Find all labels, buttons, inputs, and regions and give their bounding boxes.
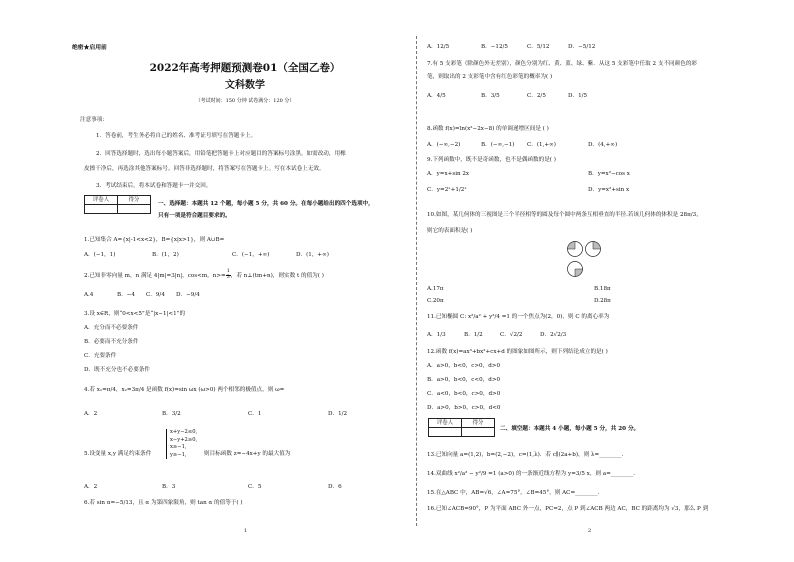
q3-stem: 3.设 x∈R，则“0<x<5”是“|x−1|<1”的 [84, 311, 186, 317]
score-table [84, 195, 151, 214]
q5-option-d: D．6 [328, 484, 342, 490]
q12-option-a: A．a>0，b<0，c>0，d>0 [427, 363, 501, 369]
q12-option-d: D．a>0，b>0，c>0，d<0 [427, 405, 501, 411]
q2-option-d: D．−9/4 [176, 292, 200, 298]
q4-stem: 4.若 x₁=π/4，x₂=3π/4 是函数 f(x)=sin ωx (ω>0) 两个相邻的极值点，则 ω= [84, 387, 285, 393]
q5-constraints [166, 429, 197, 459]
page-number-right: 2 [588, 528, 592, 534]
q7-line1: 7.有 5 支彩笔（除颜色外无差别），颜色分别为红、黄、蓝、绿、紫．从这 5 支彩笔中任取 2 支不同颜色的彩 [427, 61, 698, 67]
q9-option-b: B．y=x²−cos x [588, 171, 630, 177]
exam-title: 2022年高考押题预测卷01（全国乙卷） [149, 62, 341, 74]
section1-heading-cont: 只有一项是符合题目要求的。 [158, 213, 231, 219]
q6-option-d: D．−5/12 [568, 44, 596, 50]
q5-stem-a: 5.设变量 x,y 满足约束条件 [84, 451, 152, 457]
q4-option-d: D．1/2 [328, 411, 348, 417]
score-table-score: 得分 [118, 196, 151, 205]
q8-stem: 8.函数 f(x)=ln(x²−2x−8) 的单调递增区间是 ( ) [427, 126, 549, 132]
q5-option-c: C．5 [248, 484, 262, 490]
q7-option-c: C．2/5 [527, 93, 546, 99]
q15-stem: 15.在△ABC 中，AB=√6，∠A=75°，∠B=45°，则 AC=________． [427, 490, 604, 496]
confidential-mark: 绝密★启用前 [72, 45, 107, 51]
q6-option-b: B．−12/5 [481, 44, 508, 50]
q3-option-b: B．必要而不充分条件 [84, 339, 139, 345]
q3-option-d: D．既不充分也不必要条件 [84, 367, 151, 373]
q9-option-d: D．y=x²+sin x [588, 187, 630, 193]
q11-stem: 11.已知椭圆 C: x²/a² + y²/4 =1 的一个焦点为(2，0)，则 C 的离心率为 [427, 314, 610, 320]
q3-option-a: A．充分而不必要条件 [84, 325, 139, 331]
q9-option-c: C．y=2ˣ+1/2ˣ [427, 187, 467, 193]
q8-option-a: A．(−∞,−2) [427, 142, 461, 148]
q10-option-b: B.18π [594, 286, 611, 292]
q2-stem-a: 2.已知非零向量 m，n 满足 4|m|=3|n|，cos<m，n>= [84, 272, 226, 279]
q12-option-c: C．a<0，b<0，c>0，d>0 [427, 391, 501, 397]
three-view-figure [566, 240, 602, 280]
q5-option-b: B．3 [162, 484, 176, 490]
q5-constraint: x−y+2≥0, [170, 436, 198, 443]
q1-stem: 1.已知集合 A={x|-1<x<2}，B={x|x>1}，则 A∪B= [84, 237, 225, 243]
q11-option-d: D．2√2/3 [540, 332, 567, 338]
q3-option-c: C．充要条件 [84, 353, 117, 359]
q2-stem-b: ，若 n⊥(tm+n)，则实数 t 的值为( ) [230, 272, 324, 279]
q2-fraction: $\frac{1}{3}$ [226, 269, 230, 280]
note-item: 2．回答选择题时，选出每小题答案后，用铅笔把答题卡上对应题目的答案标号涂黑。如需改动，用橡 [96, 151, 346, 157]
note-item: 1．答卷前，考生务必将自己的姓名、准考证号填写在答题卡上。 [96, 133, 257, 139]
q10-line1: 10.如图，某几何体的三视图是三个半径相等的圆及每个圆中两条互相垂直的半径.若该几何体的体积是 28π/3， [427, 212, 702, 218]
q12-option-b: B．a>0，b<0，c<0，d>0 [427, 377, 501, 383]
q1-option-d: D．(1，+∞) [296, 252, 329, 258]
q4-option-a: A．2 [84, 411, 98, 417]
q5-constraint: y≥−1, [170, 451, 187, 458]
q7-option-d: D．1/5 [568, 93, 588, 99]
q13-stem: 13.已知向量 a=(1,2)，b=(2,−2)，c=(1,λ)．若 c∥(2a+b)，则 λ=________． [427, 452, 628, 458]
q7-line2: 笔，则取出的 2 支彩笔中含有红色彩笔的概率为( ) [427, 74, 553, 80]
q4-option-b: B．3/2 [162, 411, 181, 417]
column-divider [416, 36, 417, 526]
q6-option-c: C．5/12 [527, 44, 550, 50]
score-table-grader: 评卷人 [429, 419, 462, 428]
q11-option-c: C．√2/2 [500, 332, 523, 338]
q8-option-d: D．(4,+∞) [588, 142, 618, 148]
front-view-circle [568, 242, 583, 257]
q11-option-a: A．1/3 [427, 332, 446, 338]
q2-option-b: B．−4 [117, 292, 135, 298]
q10-option-c: C.20π [427, 298, 444, 304]
exam-meta: （考试时间：150 分钟 试卷满分：120 分） [195, 98, 295, 104]
notes-heading: 注意事项： [80, 117, 108, 123]
q16-stem: 16.已知∠ACB=90°，P 为平面 ABC 外一点，PC=2，点 P 到∠ACB 两边 AC，BC 的距离均为 √3，那么 P 到 [427, 506, 709, 512]
q5-stem-b: 则目标函数 z=−4x+y 的最大值为 [204, 451, 291, 457]
q11-option-b: B．1/2 [464, 332, 483, 338]
q10-option-a: A.17π [427, 286, 444, 292]
q9-stem: 9.下列函数中，既不是奇函数，也不是偶函数的是( ) [427, 157, 556, 163]
q12-stem: 12.函数 f(x)=ax³+bx²+cx+d 的图象如图所示，则下列结论成立的是( ) [427, 349, 608, 355]
q7-option-a: A．4/5 [427, 93, 446, 99]
q2-stem [84, 270, 324, 281]
score-table-grader: 评卷人 [85, 196, 118, 205]
q5-constraint: x≥−1, [170, 444, 187, 451]
q10-line2: 则它的表面积是( ) [427, 228, 473, 234]
q1-option-c: C．(−1，+∞) [232, 252, 270, 258]
q2-option-c: C．9/4 [146, 292, 165, 298]
section2-heading: 二、填空题：本题共 4 小题，每小题 5 分，共 20 分。 [500, 426, 640, 432]
side-view-circle [586, 242, 601, 257]
q1-option-b: B．(1，2) [152, 252, 179, 258]
q6-stem: 6.若 sin α=−5/13，且 α 为第四象限角，则 tan α 的值等于( ) [84, 500, 243, 506]
q8-option-c: C．(1,+∞) [527, 142, 556, 148]
q5-constraint: x+y−2≤0, [170, 429, 198, 435]
section1-heading: 一、选择题：本题共 12 个题，每小题 5 分，共 60 分。在每小题给出的四个选项中， [158, 201, 374, 207]
q9-option-a: A．y=x+sin 2x [427, 171, 470, 177]
q8-option-b: B．(−∞,−1) [481, 142, 515, 148]
q4-option-c: C．1 [248, 411, 262, 417]
score-table [428, 418, 495, 437]
exam-subject: 文科数学 [225, 80, 265, 91]
q14-stem: 14.双曲线 x²/a² − y²/9 =1 (a>0) 的一条渐近线方程为 y=3/5 x，则 a=________． [427, 471, 639, 477]
q5-option-a: A．2 [84, 484, 98, 490]
note-item: 皮擦干净后，再选涂其他答案标号。回答非选择题时，将答案写在答题卡上。写在本试卷上无效。 [84, 166, 325, 172]
q7-option-b: B．3/5 [481, 93, 500, 99]
q1-option-a: A．(−1，1) [84, 252, 116, 258]
score-table-score: 得分 [462, 419, 495, 428]
q10-option-d: D.28π [594, 298, 611, 304]
top-view-circle [568, 262, 583, 277]
page-number-left: 1 [244, 528, 248, 534]
q6-option-a: A．12/5 [427, 44, 450, 50]
q2-option-a: A.4 [84, 292, 94, 298]
note-item: 3．考试结束后，将本试卷和答题卡一并交回。 [96, 183, 212, 189]
